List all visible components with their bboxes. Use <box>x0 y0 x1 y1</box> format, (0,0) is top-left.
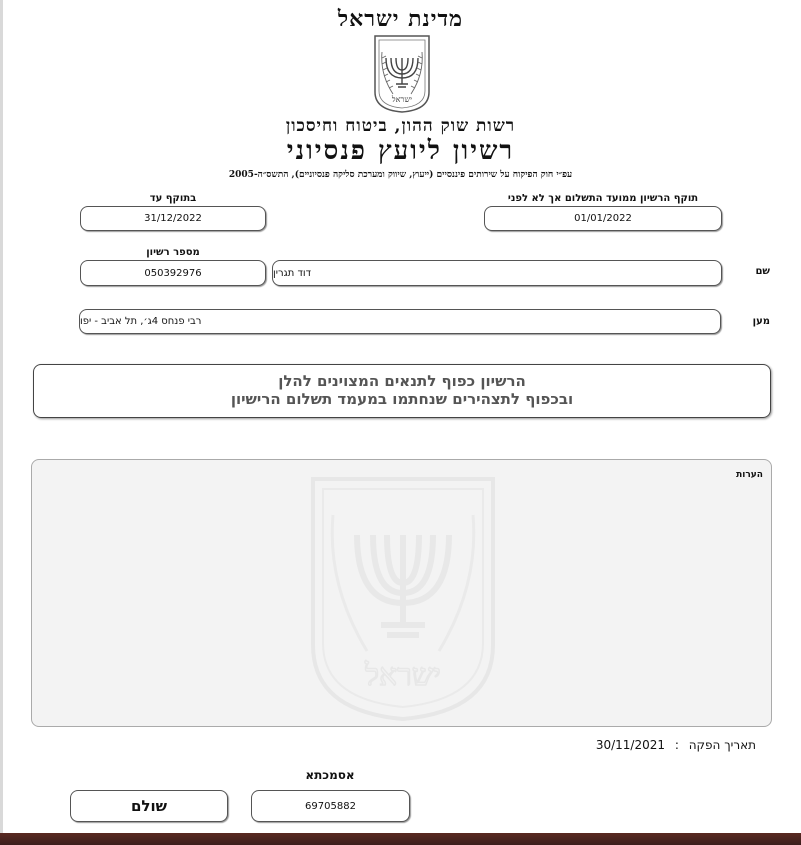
state-title: מדינת ישראל <box>337 6 464 32</box>
watermark-text: ישראל <box>365 658 441 693</box>
issue-date-label: תאריך הפקה <box>688 738 756 752</box>
name-field: דוד תגרין <box>272 260 722 286</box>
address-field: רבי פנחס 4ג׳, תל אביב - יפו <box>79 309 721 334</box>
name-label: שם <box>755 266 770 277</box>
notes-label: הערות <box>736 470 763 480</box>
conditions-box <box>33 364 771 418</box>
authority-title: רשות שוק ההון, ביטוח וחיסכון <box>285 116 516 136</box>
reference-label: אסמכתא <box>305 768 355 782</box>
law-reference: עפ״י חוק הפיקוח על שירותים פיננסיים (ייעוץ, שיווק ומערכת סליקה פנסיוניים), התשס״ה-2005 <box>228 170 573 180</box>
reference-field: 69705882 <box>251 790 410 822</box>
emblem-watermark-icon <box>307 475 499 723</box>
valid-from-label: תוקף הרשיון ממועד התשלום אך לא לפני <box>507 193 699 204</box>
state-emblem-icon <box>371 34 433 114</box>
valid-until-field: 31/12/2022 <box>80 206 266 231</box>
notes-box <box>31 459 772 727</box>
issue-date <box>566 738 756 752</box>
issue-date-separator: : <box>674 738 679 752</box>
valid-until-label: בתוקף עד <box>149 193 197 204</box>
paid-status-badge: שולם <box>70 790 228 822</box>
address-label: מען <box>752 316 770 327</box>
valid-from-field: 01/01/2022 <box>484 206 722 231</box>
emblem-text: ישראל <box>391 95 413 104</box>
bottom-bar <box>0 833 801 845</box>
license-title: רשיון ליועץ פנסיוני <box>286 136 515 166</box>
conditions-line-2: ובכפוף לתצהירים שנחתמו במעמד תשלום הרישיון <box>230 390 574 408</box>
conditions-line-1: הרשיון כפוף לתנאים המצוינים להלן <box>278 372 526 390</box>
license-number-label: מספר רשיון <box>146 247 200 258</box>
license-number-field: 050392976 <box>80 260 266 286</box>
issue-date-value: 30/11/2021 <box>595 738 665 752</box>
